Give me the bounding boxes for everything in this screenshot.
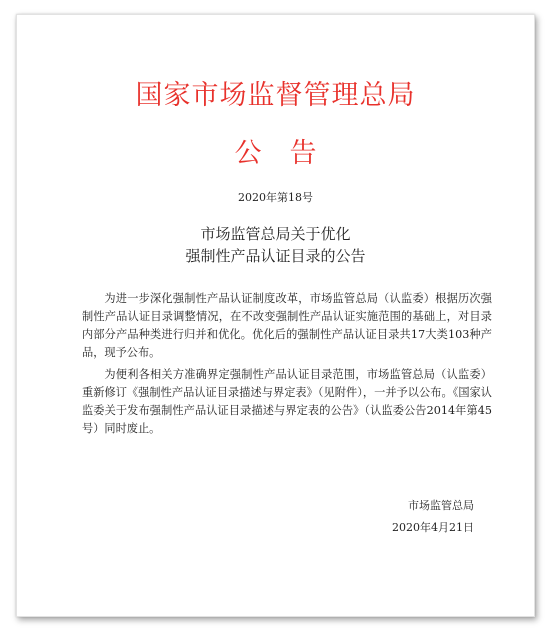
signature-block [392, 495, 474, 539]
issue-date: 2020年4月21日 [392, 521, 474, 534]
notice-label: 公告 [234, 138, 345, 169]
document-number: 2020年第18号 [238, 191, 313, 204]
document-title [17, 223, 534, 267]
document-page [16, 14, 535, 617]
body-paragraph-2: 为便利各相关方准确界定强制性产品认证目录范围，市场监管总局（认监委）重新修订《强制性产品认证目录描述与界定表》（见附件），一并予以公布。《国家认监委关于发布强制性产品认证目录描述与界定表的公告》（认监委公告2014年第45号）同时废止。 [82, 368, 492, 435]
title-line-1: 市场监管总局关于优化 [200, 225, 351, 243]
document-body [82, 290, 492, 438]
title-line-2: 强制性产品认证目录的公告 [185, 247, 366, 265]
organization-name: 国家市场监督管理总局 [135, 80, 416, 111]
body-paragraph-1: 为进一步深化强制性产品认证制度改革，市场监管总局（认监委）根据历次强制性产品认证目录调整情况，在不改变强制性产品认证实施范围的基础上，对目录内部分产品种类进行归并和优化。优化后的强制性产品认证目录共17大类103种产品，现予公布。 [82, 292, 492, 359]
issuer-name: 市场监管总局 [408, 499, 474, 512]
